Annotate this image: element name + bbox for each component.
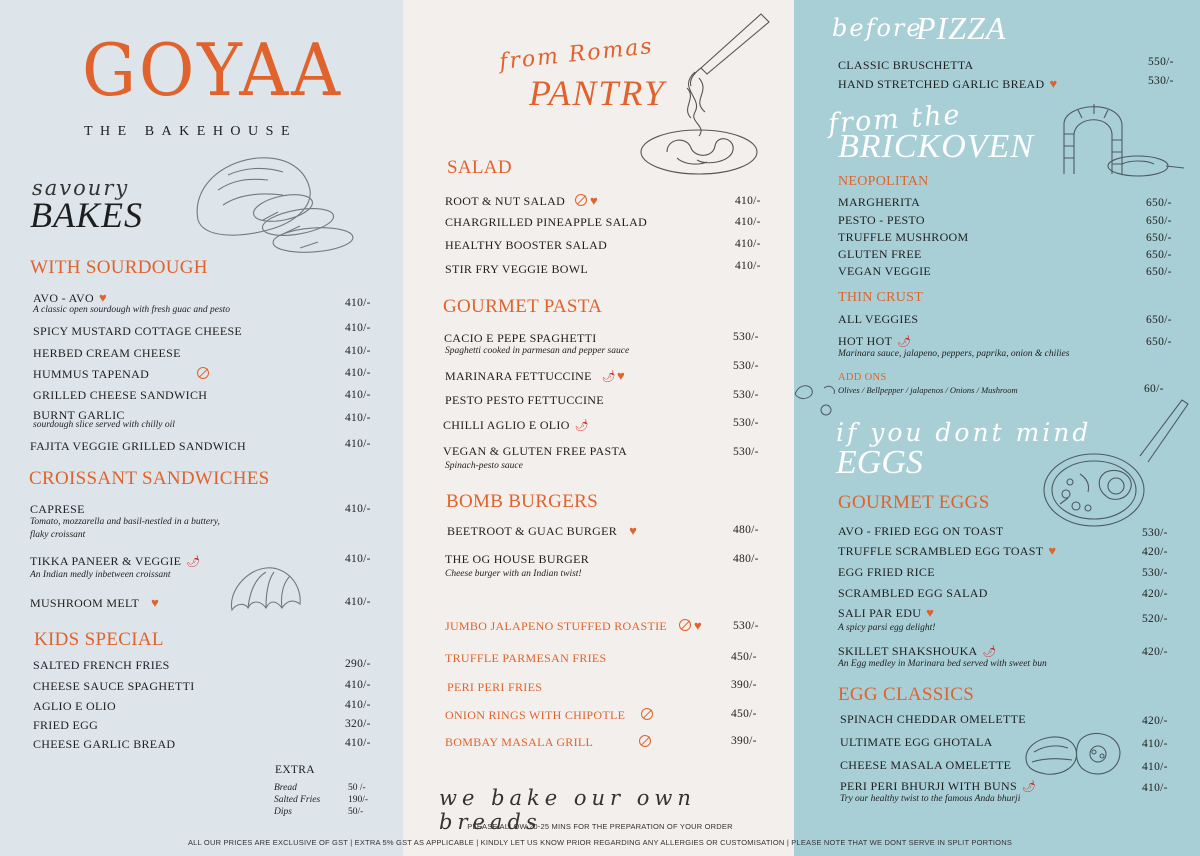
item-price: 290/- <box>345 658 371 670</box>
stuffed-bun-sketch <box>1022 722 1122 782</box>
brand-logo: GOYAA <box>82 28 343 112</box>
item-price: 450/- <box>731 708 757 720</box>
menu-item: VEGAN VEGGIE <box>838 264 932 278</box>
menu-item: CACIO E PEPE SPAGHETTI <box>444 331 597 345</box>
item-desc: sourdough slice served with chilly oil <box>33 420 175 430</box>
item-price: 530/- <box>733 389 759 401</box>
bread-loaf-sketch <box>188 150 358 260</box>
chili-icon: 🌶 <box>982 646 997 658</box>
item-price: 410/- <box>1142 738 1168 750</box>
menu-item: HEALTHY BOOSTER SALAD <box>445 238 608 252</box>
item-desc: Try our healthy twist to the famous Anda bhurji <box>840 794 1021 804</box>
section-heading-sourdough: WITH SOURDOUGH <box>30 257 208 278</box>
menu-item: FAJITA VEGGIE GRILLED SANDWICH <box>30 439 246 453</box>
brand-tagline: THE BAKEHOUSE <box>84 124 297 139</box>
heart-icon: ♥ <box>629 523 638 538</box>
eggs-title: EGGS <box>836 444 923 481</box>
addons-desc: Olives / Bellpepper / jalapenos / Onions / Mushroom <box>838 385 1018 395</box>
item-price: 410/- <box>1142 761 1168 773</box>
pantry-script: from Romas <box>498 33 655 76</box>
menu-item: CHEESE MASALA OMELETTE <box>840 758 1012 772</box>
menu-item: PESTO PESTO FETTUCCINE <box>445 393 604 407</box>
menu-item <box>443 418 589 433</box>
menu-item <box>33 291 107 305</box>
heart-icon: ♥ <box>1049 76 1058 91</box>
menu-item: ALL VEGGIES <box>838 312 919 326</box>
section-heading-pasta: GOURMET PASTA <box>443 296 603 317</box>
item-name: MARINARA FETTUCCINE <box>445 369 592 383</box>
section-heading-thin-crust: THIN CRUST <box>838 290 924 305</box>
item-price: 530/- <box>1142 527 1168 539</box>
section-heading-croissant: CROISSANT SANDWICHES <box>29 468 270 489</box>
item-price: 420/- <box>1142 715 1168 727</box>
pantry-title: PANTRY <box>529 73 666 113</box>
menu-item: CLASSIC BRUSCHETTA <box>838 58 974 72</box>
item-price: 390/- <box>731 735 757 747</box>
menu-item: PERI PERI FRIES <box>447 680 543 694</box>
item-price: 410/- <box>345 679 371 691</box>
item-price: 530/- <box>1148 75 1174 87</box>
no-garlic-icon <box>641 708 653 720</box>
menu-item: CAPRESE <box>30 502 85 516</box>
heart-icon: ♥ <box>1048 543 1057 558</box>
item-desc: A spicy parsi egg delight! <box>838 623 936 633</box>
item-price: 410/- <box>345 553 371 565</box>
item-desc: A classic open sourdough with fresh guac and pesto <box>33 305 231 315</box>
menu-item: CHEESE GARLIC BREAD <box>33 737 176 751</box>
item-name: HUMMUS TAPENAD <box>33 367 150 381</box>
item-name: HOT HOT <box>838 334 893 348</box>
chili-icon: 🌶 <box>601 371 616 383</box>
menu-item: CHEESE SAUCE SPAGHETTI <box>33 679 195 693</box>
item-price: 410/- <box>735 195 761 207</box>
extra-price: 50/- <box>348 807 364 817</box>
item-price: 420/- <box>1142 588 1168 600</box>
item-desc: An Egg medley in Marinara bed served with sweet bun <box>838 659 1047 669</box>
item-price: 650/- <box>1146 266 1172 278</box>
no-garlic-icon <box>639 735 651 747</box>
item-price: 530/- <box>733 331 759 343</box>
item-name: SALI PAR EDU <box>838 606 922 620</box>
no-garlic-icon <box>197 367 209 379</box>
item-price: 410/- <box>735 216 761 228</box>
item-name: JUMBO JALAPENO STUFFED ROASTIE <box>445 619 668 633</box>
menu-item: SALTED FRENCH FRIES <box>33 658 170 672</box>
item-desc: Spinach-pesto sauce <box>445 461 523 471</box>
chili-icon: 🌶 <box>897 336 912 348</box>
item-price: 530/- <box>733 620 759 632</box>
frying-pan-sketch <box>1040 394 1190 534</box>
pizza-title: PIZZA <box>916 10 1007 46</box>
item-price: 550/- <box>1148 56 1174 68</box>
item-desc: Cheese burger with an Indian twist! <box>445 569 582 579</box>
item-price: 530/- <box>1142 567 1168 579</box>
item-price: 410/- <box>1142 782 1168 794</box>
section-heading-salad: SALAD <box>447 157 512 178</box>
item-desc: Marinara sauce, jalapeno, peppers, paprika, onion & chilies <box>838 349 1070 359</box>
menu-item: VEGAN & GLUTEN FREE PASTA <box>443 444 628 458</box>
brick-oven-sketch <box>1058 94 1188 184</box>
right-panel <box>794 0 1200 856</box>
extra-item: Bread <box>274 783 297 793</box>
menu-item <box>33 367 209 381</box>
item-name: MUSHROOM MELT <box>30 596 140 610</box>
item-desc: Tomato, mozzarella and basil-nestled in a buttery, <box>30 517 220 527</box>
heart-icon: ♥ <box>98 290 107 305</box>
spaghetti-fork-sketch <box>637 8 777 188</box>
item-name: SKILLET SHAKSHOUKA <box>838 644 978 658</box>
item-price: 520/- <box>1142 613 1168 625</box>
extra-price: 50 /- <box>348 783 366 793</box>
item-name: PERI PERI BHURJI WITH BUNS <box>840 779 1017 793</box>
footer-policy-note: ALL OUR PRICES ARE EXCLUSIVE OF GST | EXTRA 5% GST AS APPLICABLE | KINDLY LET US KNOW PRIOR REGARDING ANY ALLERGIES OR CUSTOMISATION | PLEASE NOTE THAT WE DONT SERVE IN SPLIT PORTIONS <box>187 838 1013 847</box>
menu-item <box>838 77 1057 91</box>
menu-item <box>445 735 651 749</box>
section-heading-egg-classics: EGG CLASSICS <box>838 684 975 705</box>
extra-heading: EXTRA <box>275 764 315 776</box>
item-price: 420/- <box>1142 646 1168 658</box>
bake-note: we bake our own breads <box>439 786 696 834</box>
menu-item: GRILLED CHEESE SANDWICH <box>33 388 208 402</box>
item-price: 410/- <box>345 367 371 379</box>
item-name: ROOT & NUT SALAD <box>445 194 566 208</box>
item-price: 410/- <box>345 345 371 357</box>
extra-item: Dips <box>274 807 292 817</box>
extra-item: Salted Fries <box>274 795 321 805</box>
item-price: 410/- <box>345 596 371 608</box>
addons-heading: ADD ONS <box>838 372 887 383</box>
menu-item: SPICY MUSTARD COTTAGE CHEESE <box>33 324 243 338</box>
item-price: 410/- <box>345 699 371 711</box>
menu-item <box>30 554 201 569</box>
savoury-script: savoury <box>32 176 130 200</box>
item-desc: flaky croissant <box>30 530 86 540</box>
menu-item: AVO - FRIED EGG ON TOAST <box>838 524 1004 538</box>
left-panel <box>0 0 403 856</box>
chili-icon: 🌶 <box>186 556 201 568</box>
menu-item <box>445 194 598 208</box>
menu-item: STIR FRY VEGGIE BOWL <box>445 262 589 276</box>
menu-item: TRUFFLE MUSHROOM <box>838 230 969 244</box>
menu-item: EGG FRIED RICE <box>838 565 935 579</box>
item-price: 410/- <box>735 238 761 250</box>
extra-price: 190/- <box>348 795 369 805</box>
menu-item: PESTO - PESTO <box>838 213 925 227</box>
item-price: 530/- <box>733 417 759 429</box>
menu-item <box>838 606 934 620</box>
item-name: BEETROOT & GUAC BURGER <box>447 524 618 538</box>
addons-price: 60/- <box>1144 383 1164 395</box>
no-garlic-icon <box>575 194 587 206</box>
item-price: 420/- <box>1142 546 1168 558</box>
item-price: 410/- <box>345 322 371 334</box>
item-price: 650/- <box>1146 336 1172 348</box>
menu-item: SCRAMBLED EGG SALAD <box>838 586 988 600</box>
middle-panel <box>403 0 794 856</box>
menu-item <box>30 596 159 610</box>
item-price: 410/- <box>345 389 371 401</box>
menu-item: GLUTEN FREE <box>838 247 922 261</box>
item-price: 390/- <box>731 679 757 691</box>
menu-item: HERBED CREAM CHEESE <box>33 346 181 360</box>
item-name: AVO - AVO <box>33 291 94 305</box>
item-price: 410/- <box>345 737 371 749</box>
eggs-script: if you dont mind <box>836 418 1092 447</box>
section-heading-burgers: BOMB BURGERS <box>446 491 598 512</box>
item-name: ONION RINGS WITH CHIPOTLE <box>445 708 626 722</box>
veggie-doodle <box>794 380 844 420</box>
item-price: 530/- <box>733 446 759 458</box>
menu-item <box>447 524 637 538</box>
heart-icon: ♥ <box>694 618 703 633</box>
section-heading-neopolitan: NEOPOLITAN <box>838 174 929 189</box>
bakes-title: BAKES <box>30 195 143 235</box>
menu-item: AGLIO E OLIO <box>33 699 116 713</box>
item-price: 480/- <box>733 524 759 536</box>
heart-icon: ♥ <box>590 193 599 208</box>
brickoven-title: BRICKOVEN <box>838 128 1034 165</box>
no-garlic-icon <box>679 619 691 631</box>
menu-item <box>838 644 997 659</box>
menu-item <box>445 708 653 722</box>
heart-icon: ♥ <box>151 595 160 610</box>
menu-item: FRIED EGG <box>33 718 99 732</box>
menu-item: SPINACH CHEDDAR OMELETTE <box>840 712 1026 726</box>
item-desc: An Indian medly inbetween croissant <box>30 570 171 580</box>
item-price: 410/- <box>345 503 371 515</box>
item-price: 650/- <box>1146 314 1172 326</box>
item-price: 480/- <box>733 553 759 565</box>
item-name: CHILLI AGLIO E OLIO <box>443 418 570 432</box>
menu-item <box>838 334 911 349</box>
item-price: 650/- <box>1146 197 1172 209</box>
item-price: 650/- <box>1146 232 1172 244</box>
item-price: 650/- <box>1146 249 1172 261</box>
item-price: 410/- <box>345 412 371 424</box>
item-name: HAND STRETCHED GARLIC BREAD <box>838 77 1045 91</box>
menu-item <box>445 619 702 633</box>
menu-item: ULTIMATE EGG GHOTALA <box>840 735 993 749</box>
before-script: before <box>832 14 923 42</box>
item-price: 530/- <box>733 360 759 372</box>
from-the-script: from the <box>827 99 963 140</box>
item-price: 450/- <box>731 651 757 663</box>
menu-item: MARGHERITA <box>838 195 921 209</box>
item-price: 320/- <box>345 718 371 730</box>
chili-icon: 🌶 <box>1021 781 1037 793</box>
item-price: 410/- <box>345 297 371 309</box>
croissant-sketch <box>226 562 306 622</box>
item-name: TIKKA PANEER & VEGGIE <box>30 554 182 568</box>
section-heading-kids: KIDS SPECIAL <box>34 629 164 650</box>
footer-prep-note: PLEASE ALLOW 20-25 MINS FOR THE PREPARATION OF YOUR ORDER <box>467 822 733 831</box>
menu-item <box>445 369 625 384</box>
menu-item <box>840 779 1036 794</box>
item-name: TRUFFLE SCRAMBLED EGG TOAST <box>838 544 1044 558</box>
item-price: 410/- <box>345 438 371 450</box>
menu-item <box>838 544 1056 558</box>
chili-icon: 🌶 <box>574 420 589 432</box>
menu-item: THE OG HOUSE BURGER <box>445 552 590 566</box>
heart-icon: ♥ <box>616 368 626 383</box>
menu-item: CHARGRILLED PINEAPPLE SALAD <box>445 215 648 229</box>
item-name: BOMBAY MASALA GRILL <box>445 735 594 749</box>
item-price: 410/- <box>735 260 761 272</box>
menu-item: BURNT GARLIC <box>33 408 125 422</box>
item-price: 650/- <box>1146 215 1172 227</box>
section-heading-gourmet-eggs: GOURMET EGGS <box>838 492 990 513</box>
menu-item: TRUFFLE PARMESAN FRIES <box>445 651 607 665</box>
item-desc: Spaghetti cooked in parmesan and pepper sauce <box>445 346 630 356</box>
heart-icon: ♥ <box>926 605 935 620</box>
